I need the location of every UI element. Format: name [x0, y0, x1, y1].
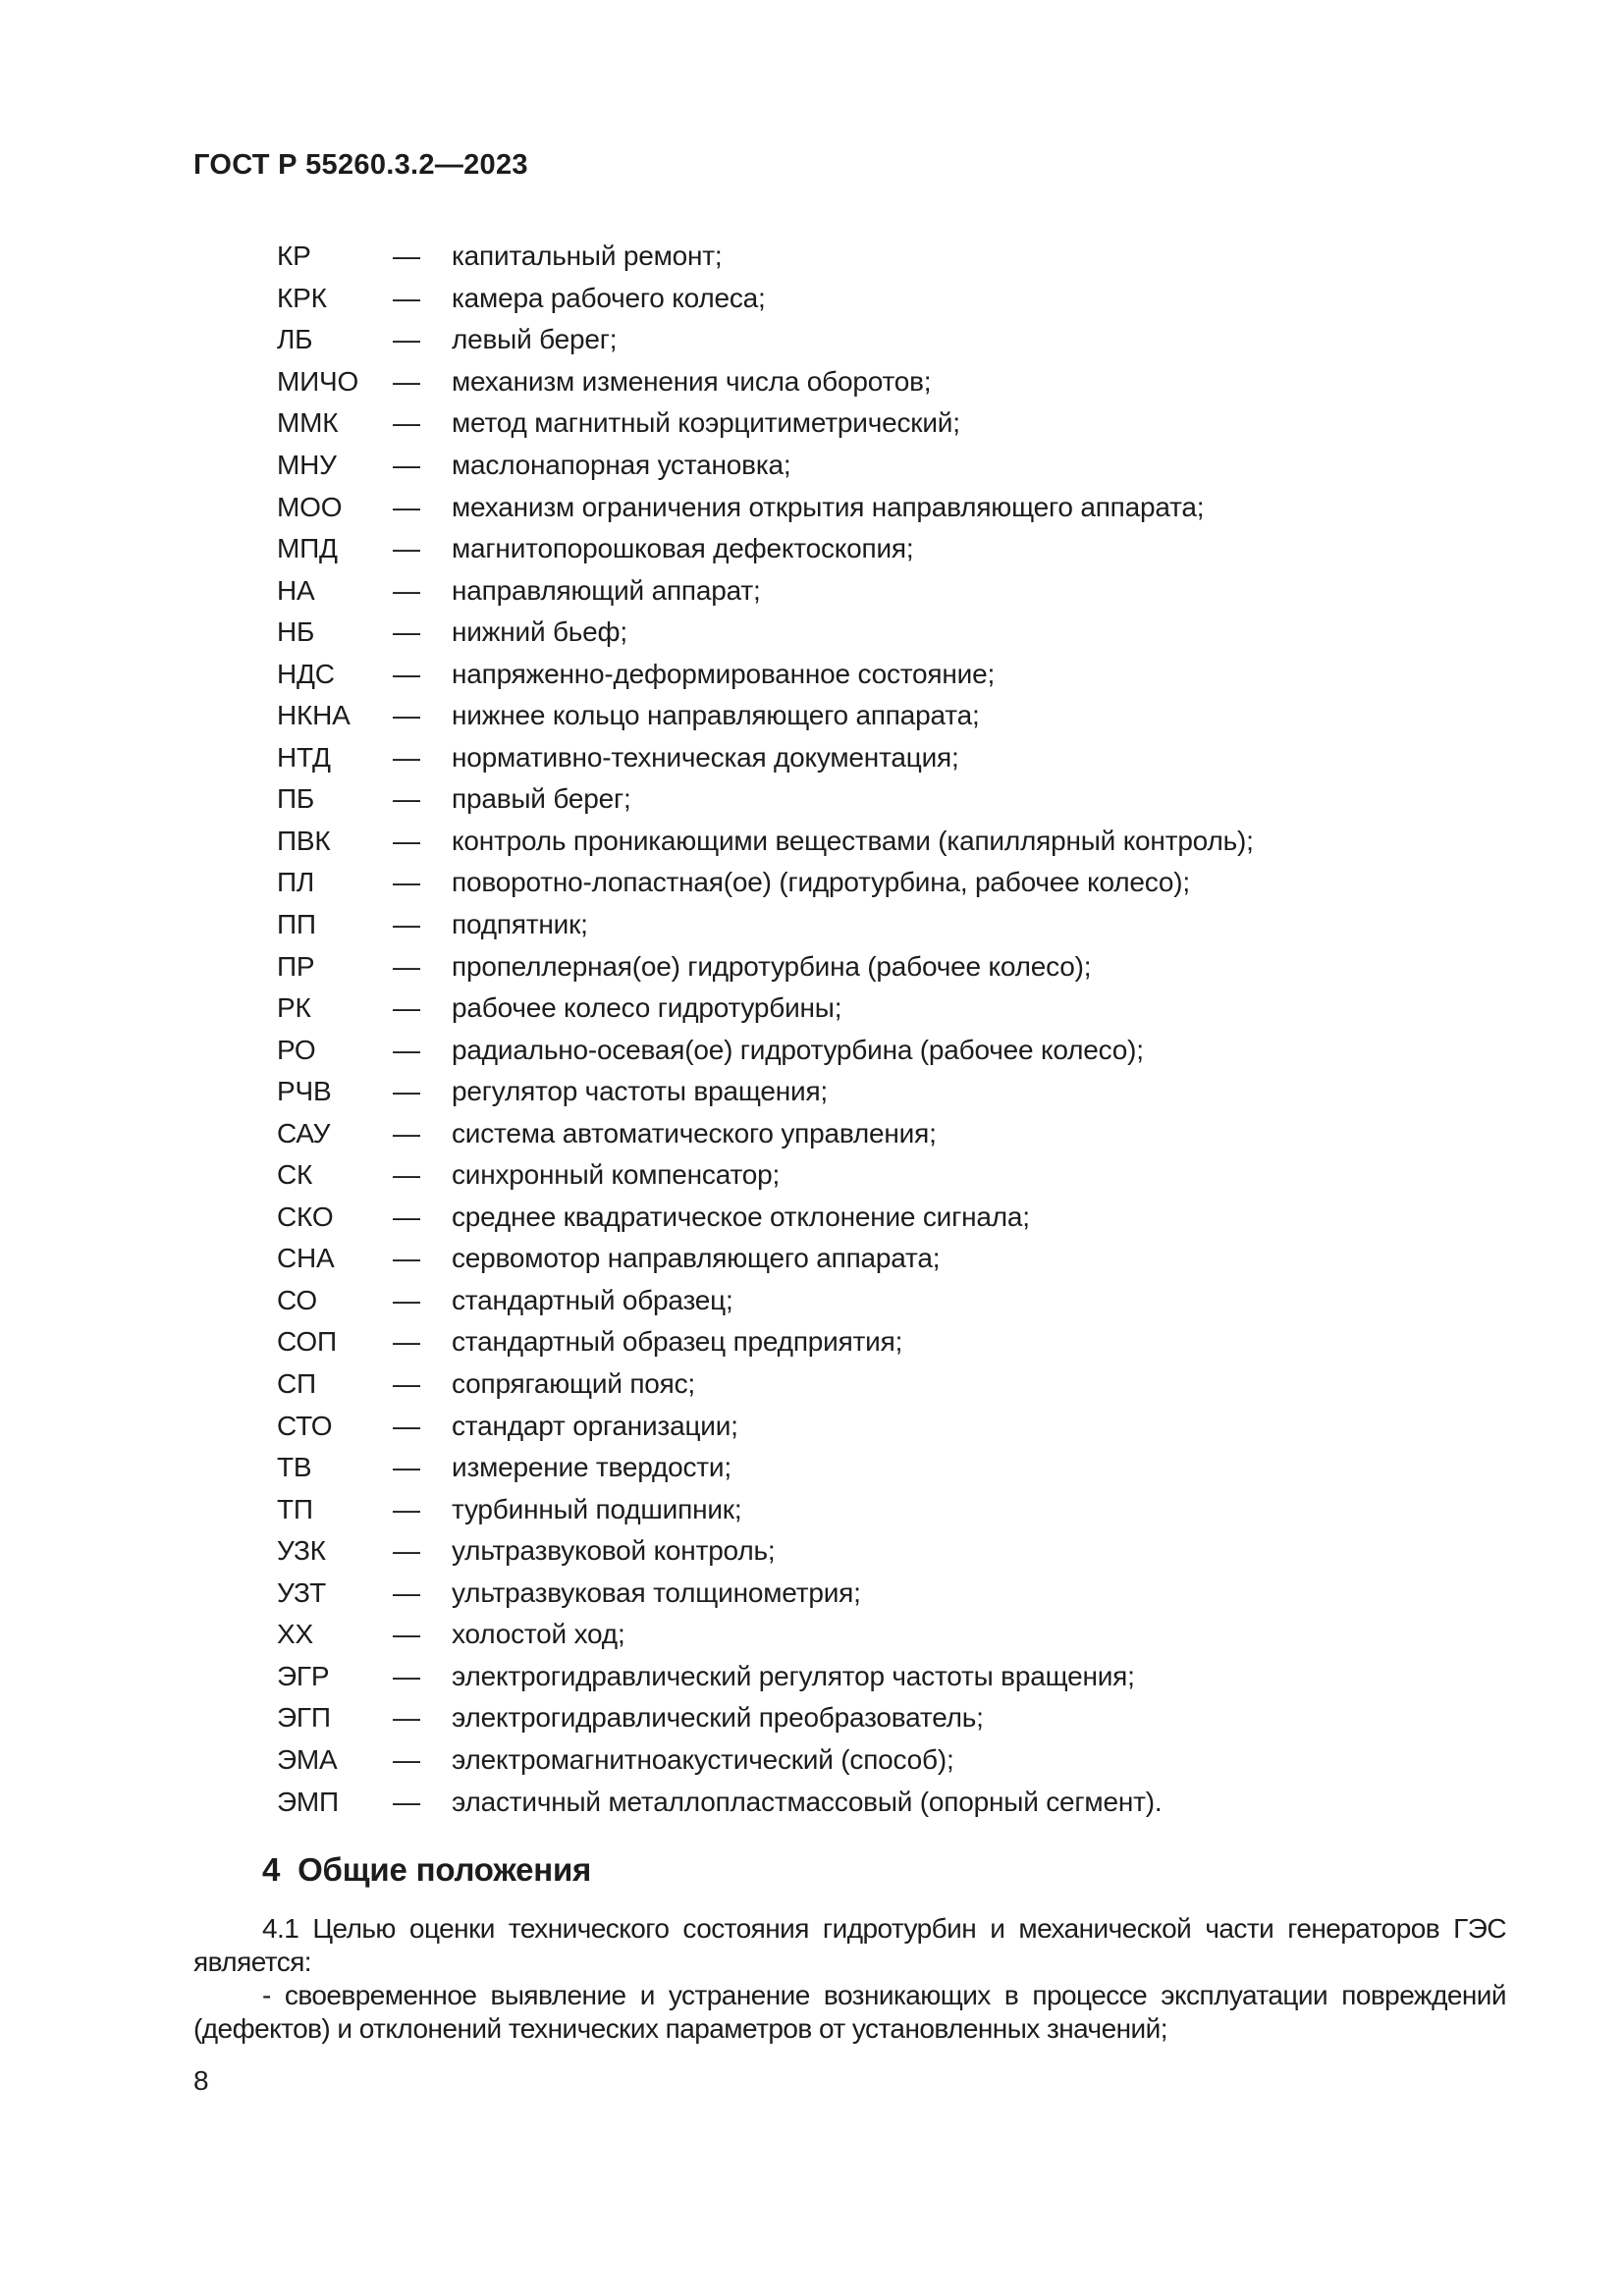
abbreviation-row — [277, 1697, 1504, 1739]
abbreviation-row — [277, 1029, 1504, 1071]
page-number: 8 — [193, 2065, 209, 2096]
abbreviation-code: УЗК — [277, 1535, 326, 1567]
abbreviation-code: СОП — [277, 1326, 337, 1358]
abbreviations-list — [277, 236, 1504, 1823]
abbreviation-definition: среднее квадратическое отклонение сигнала; — [452, 1201, 1030, 1232]
abbreviation-row — [277, 319, 1504, 361]
abbreviation-definition: электрогидравлический регулятор частоты вращения; — [452, 1660, 1135, 1691]
dash-separator: — — [393, 574, 420, 606]
abbreviation-row — [277, 1447, 1504, 1489]
abbreviation-definition: механизм ограничения открытия направляющего аппарата; — [452, 491, 1205, 522]
abbreviation-code: МНУ — [277, 450, 337, 480]
dash-separator: — — [393, 1243, 420, 1274]
abbreviation-row — [277, 1363, 1504, 1406]
abbreviation-code: НБ — [277, 616, 315, 648]
abbreviation-code: НА — [277, 574, 315, 606]
abbreviation-code: ЭМП — [277, 1786, 339, 1817]
abbreviation-code: СО — [277, 1284, 317, 1315]
abbreviation-code: ПП — [277, 909, 316, 940]
abbreviation-code: СКО — [277, 1201, 334, 1232]
abbreviation-row — [277, 737, 1504, 779]
abbreviation-definition: поворотно-лопастная(ое) (гидротурбина, рабочее колесо); — [452, 867, 1190, 898]
abbreviation-row — [277, 569, 1504, 612]
dash-separator: — — [393, 1452, 420, 1483]
dash-separator: — — [393, 282, 420, 313]
dash-separator: — — [393, 1619, 420, 1650]
dash-separator: — — [393, 1034, 420, 1065]
abbreviation-code: ЛБ — [277, 324, 313, 355]
dash-separator: — — [393, 992, 420, 1024]
dash-separator: — — [393, 616, 420, 648]
dash-separator: — — [393, 950, 420, 982]
abbreviation-row — [277, 402, 1504, 445]
abbreviation-definition: стандарт организации; — [452, 1410, 738, 1441]
abbreviation-definition: электромагнитноакустический (способ); — [452, 1743, 954, 1775]
abbreviation-definition: маслонапорная установка; — [452, 450, 791, 480]
dash-separator: — — [393, 1702, 420, 1734]
abbreviation-definition: турбинный подшипник; — [452, 1493, 742, 1524]
abbreviation-code: ТВ — [277, 1452, 312, 1483]
section-heading: 4 Общие положения — [262, 1851, 592, 1888]
abbreviation-row — [277, 1071, 1504, 1113]
abbreviation-code: МПД — [277, 533, 338, 564]
abbreviation-definition: камера рабочего колеса; — [452, 282, 766, 313]
abbreviation-code: ПР — [277, 950, 315, 982]
abbreviation-row — [277, 1112, 1504, 1154]
abbreviation-row — [277, 1781, 1504, 1823]
abbreviation-definition: синхронный компенсатор; — [452, 1159, 781, 1191]
abbreviation-definition: направляющий аппарат; — [452, 574, 761, 606]
section-body — [193, 1912, 1506, 2046]
dash-separator: — — [393, 533, 420, 564]
abbreviation-row — [277, 236, 1504, 278]
abbreviation-definition: электрогидравлический преобразователь; — [452, 1702, 984, 1734]
abbreviation-code: УЗТ — [277, 1576, 326, 1608]
abbreviation-definition: метод магнитный коэрцитиметрический; — [452, 407, 960, 439]
dash-separator: — — [393, 909, 420, 940]
abbreviation-definition: стандартный образец предприятия; — [452, 1326, 903, 1358]
abbreviation-row — [277, 695, 1504, 737]
abbreviation-row — [277, 1238, 1504, 1280]
abbreviation-row — [277, 1573, 1504, 1615]
abbreviation-code: НДС — [277, 658, 335, 689]
abbreviation-code: ЭГП — [277, 1702, 331, 1734]
dash-separator: — — [393, 741, 420, 773]
dash-separator: — — [393, 1368, 420, 1400]
abbreviation-row — [277, 1530, 1504, 1573]
dash-separator: — — [393, 491, 420, 522]
abbreviation-code: СНА — [277, 1243, 335, 1274]
dash-separator: — — [393, 700, 420, 731]
abbreviation-row — [277, 445, 1504, 487]
abbreviation-row — [277, 361, 1504, 403]
abbreviation-definition: механизм изменения числа оборотов; — [452, 365, 932, 397]
abbreviation-row — [277, 1614, 1504, 1656]
abbreviation-code: РО — [277, 1034, 316, 1065]
dash-separator: — — [393, 1493, 420, 1524]
abbreviation-code: КР — [277, 240, 311, 272]
abbreviation-row — [277, 653, 1504, 695]
abbreviation-code: НТД — [277, 741, 331, 773]
dash-separator: — — [393, 867, 420, 898]
abbreviation-code: ТП — [277, 1493, 313, 1524]
abbreviation-row — [277, 821, 1504, 863]
dash-separator: — — [393, 1576, 420, 1608]
abbreviation-code: ММК — [277, 407, 339, 439]
dash-separator: — — [393, 407, 420, 439]
abbreviation-code: ПБ — [277, 783, 315, 815]
dash-separator: — — [393, 240, 420, 272]
abbreviation-definition: измерение твердости; — [452, 1452, 731, 1483]
dash-separator: — — [393, 1201, 420, 1232]
abbreviation-row — [277, 1739, 1504, 1782]
abbreviation-row — [277, 1656, 1504, 1698]
dash-separator: — — [393, 324, 420, 355]
abbreviation-row — [277, 945, 1504, 988]
abbreviation-definition: левый берег; — [452, 324, 618, 355]
abbreviation-row — [277, 1280, 1504, 1322]
abbreviation-row — [277, 988, 1504, 1030]
abbreviation-code: САУ — [277, 1117, 331, 1148]
abbreviation-row — [277, 1197, 1504, 1239]
body-paragraph: 4.1 Целью оценки технического состояния гидротурбин и механической части генераторов ГЭС является: — [193, 1913, 1506, 1977]
abbreviation-code: СК — [277, 1159, 313, 1191]
dash-separator: — — [393, 1159, 420, 1191]
abbreviation-definition: ультразвуковой контроль; — [452, 1535, 776, 1567]
abbreviation-definition: магнитопорошковая дефектоскопия; — [452, 533, 914, 564]
abbreviation-definition: нижнее кольцо направляющего аппарата; — [452, 700, 980, 731]
abbreviation-row — [277, 612, 1504, 654]
dash-separator: — — [393, 1284, 420, 1315]
abbreviation-definition: радиально-осевая(ое) гидротурбина (рабочее колесо); — [452, 1034, 1144, 1065]
abbreviation-row — [277, 528, 1504, 570]
abbreviation-definition: капитальный ремонт; — [452, 240, 723, 272]
dash-separator: — — [393, 1535, 420, 1567]
abbreviation-code: ЭГР — [277, 1660, 330, 1691]
abbreviation-definition: контроль проникающими веществами (капиллярный контроль); — [452, 825, 1254, 856]
abbreviation-code: ПВК — [277, 825, 331, 856]
abbreviation-row — [277, 1488, 1504, 1530]
abbreviation-definition: регулятор частоты вращения; — [452, 1076, 828, 1107]
abbreviation-definition: система автоматического управления; — [452, 1117, 937, 1148]
abbreviation-definition: подпятник; — [452, 909, 588, 940]
abbreviation-code: МИЧО — [277, 365, 359, 397]
dash-separator: — — [393, 1076, 420, 1107]
dash-separator: — — [393, 450, 420, 480]
abbreviation-row — [277, 778, 1504, 821]
abbreviation-code: РЧВ — [277, 1076, 332, 1107]
abbreviation-code: ХХ — [277, 1619, 313, 1650]
abbreviation-definition: холостой ход; — [452, 1619, 625, 1650]
abbreviation-row — [277, 278, 1504, 320]
abbreviation-code: СП — [277, 1368, 316, 1400]
abbreviation-definition: нижний бьеф; — [452, 616, 627, 648]
abbreviation-definition: сопрягающий пояс; — [452, 1368, 696, 1400]
abbreviation-definition: пропеллерная(ое) гидротурбина (рабочее колесо); — [452, 950, 1092, 982]
dash-separator: — — [393, 1743, 420, 1775]
abbreviation-row — [277, 904, 1504, 946]
dash-separator: — — [393, 658, 420, 689]
abbreviation-code: НКНА — [277, 700, 351, 731]
abbreviation-row — [277, 862, 1504, 904]
dash-separator: — — [393, 365, 420, 397]
abbreviation-code: КРК — [277, 282, 327, 313]
abbreviation-definition: ультразвуковая толщинометрия; — [452, 1576, 861, 1608]
dash-separator: — — [393, 783, 420, 815]
abbreviation-definition: эластичный металлопластмассовый (опорный сегмент). — [452, 1786, 1163, 1817]
abbreviation-definition: нормативно-техническая документация; — [452, 741, 959, 773]
dash-separator: — — [393, 1660, 420, 1691]
abbreviation-code: ЭМА — [277, 1743, 338, 1775]
dash-separator: — — [393, 1326, 420, 1358]
document-header-designation: ГОСТ Р 55260.3.2—2023 — [193, 149, 528, 181]
dash-separator: — — [393, 1410, 420, 1441]
abbreviation-definition: сервомотор направляющего аппарата; — [452, 1243, 941, 1274]
abbreviation-definition: стандартный образец; — [452, 1284, 733, 1315]
abbreviation-code: РК — [277, 992, 311, 1024]
abbreviation-definition: напряженно-деформированное состояние; — [452, 658, 996, 689]
body-paragraph: - своевременное выявление и устранение возникающих в процессе эксплуатации повреждений (дефектов) и отклонений технических параметров от установленных значений; — [193, 1980, 1506, 2044]
abbreviation-row — [277, 1405, 1504, 1447]
abbreviation-row — [277, 486, 1504, 528]
abbreviation-row — [277, 1321, 1504, 1363]
abbreviation-row — [277, 1154, 1504, 1197]
abbreviation-code: СТО — [277, 1410, 333, 1441]
dash-separator: — — [393, 1786, 420, 1817]
dash-separator: — — [393, 1117, 420, 1148]
dash-separator: — — [393, 825, 420, 856]
abbreviation-definition: правый берег; — [452, 783, 631, 815]
abbreviation-definition: рабочее колесо гидротурбины; — [452, 992, 842, 1024]
abbreviation-code: ПЛ — [277, 867, 315, 898]
abbreviation-code: МОО — [277, 491, 343, 522]
